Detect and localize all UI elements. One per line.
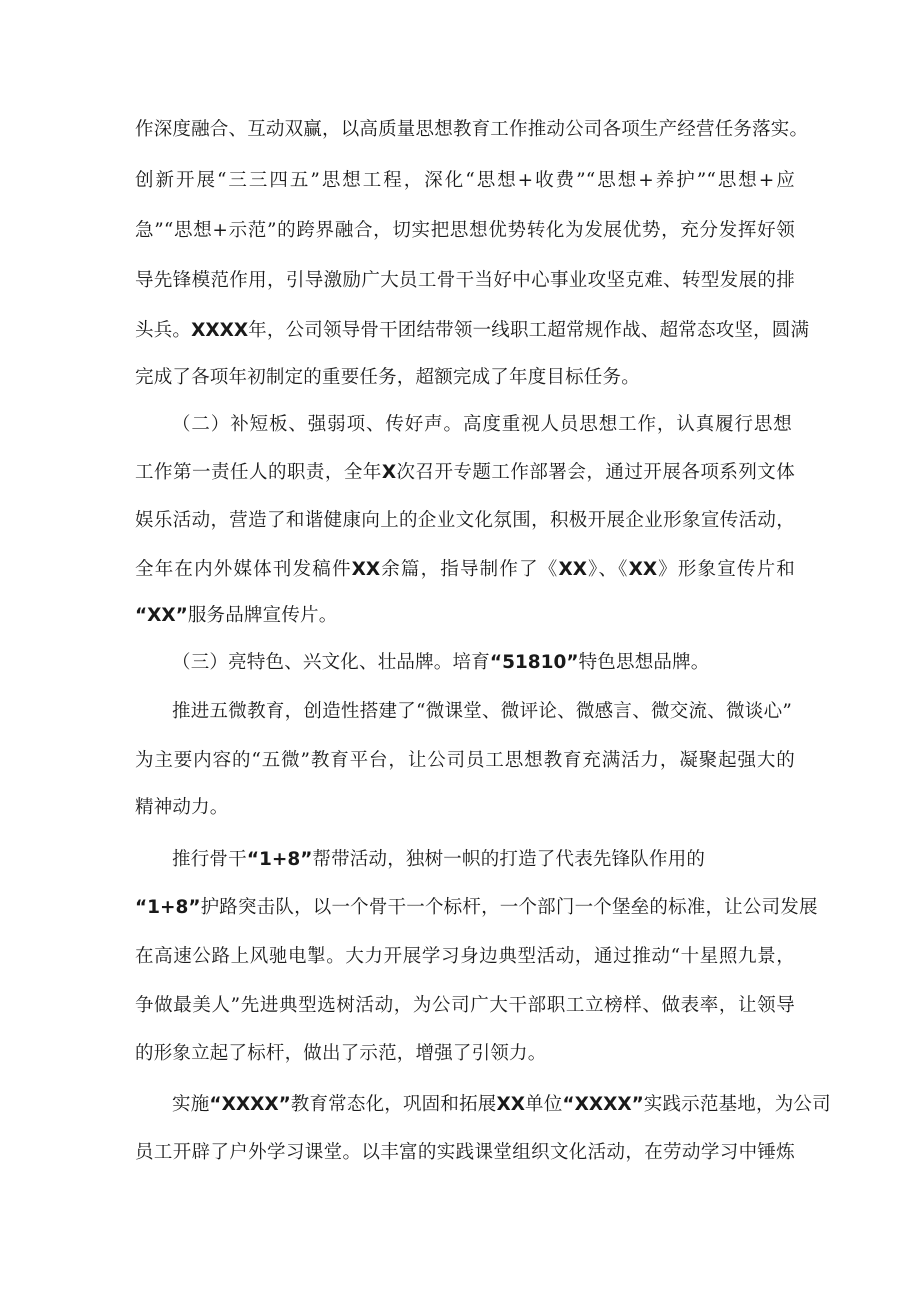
text-line [135, 1142, 795, 1164]
text-line [135, 1043, 795, 1065]
text-line [172, 849, 792, 871]
text-line [135, 510, 795, 532]
emphasis-text: “XXXX” [562, 1094, 644, 1115]
text-segment: 完成了各项年初制定的重要任务，超额完成了年度目标任务。 [135, 367, 640, 388]
text-line [135, 797, 795, 819]
text-line [135, 995, 795, 1017]
text-segment: 为主要内容的“五微”教育平台，让公司员工思想教育充满活力，凝聚起强大的 [135, 750, 795, 771]
text-line [135, 605, 795, 627]
emphasis-text: “51810” [489, 652, 579, 673]
text-segment: 员工开辟了户外学习课堂。以丰富的实践课堂组织文化活动，在劳动学习中锤炼 [135, 1142, 795, 1163]
text-segment: 创新开展“三三四五”思想工程，深化“思想+收费”“思想+养护”“思想+应 [135, 170, 795, 191]
emphasis-text: “1+8” [246, 849, 313, 870]
text-segment: 护路突击队，以一个骨干一个标杆，一个部门一个堡垒的标准，让公司发展 [200, 897, 818, 918]
text-line [135, 170, 795, 192]
text-segment: 年，公司领导骨干团结带领一线职工超常规作战、超常态攻坚，圆满 [248, 320, 810, 341]
text-segment: （三）亮特色、兴文化、壮品牌。培育 [172, 652, 490, 673]
text-line [172, 1094, 831, 1116]
text-segment: 推进五微教育，创造性搭建了“微课堂、微评论、微感言、微交流、微谈心” [172, 701, 792, 722]
text-segment: 实施 [172, 1094, 210, 1115]
text-line [135, 270, 795, 292]
text-line [135, 897, 818, 919]
text-line [135, 220, 795, 242]
section-heading-2 [172, 414, 792, 436]
text-segment: 单位 [525, 1094, 563, 1115]
emphasis-text: X [381, 462, 397, 483]
emphasis-text: “XX” [135, 605, 188, 626]
section-heading-3 [172, 652, 792, 674]
emphasis-text: “XXXX” [209, 1094, 291, 1115]
text-line [135, 750, 795, 772]
text-line [135, 559, 795, 581]
emphasis-text: XX [496, 1094, 526, 1115]
text-segment: 作深度融合、互动双赢，以高质量思想教育工作推动公司各项生产经营任务落实。 [135, 119, 809, 140]
emphasis-text: XX [558, 559, 587, 580]
text-segment: 工作第一责任人的职责，全年 [135, 462, 382, 483]
text-segment: 》形象宣传片和 [657, 559, 795, 580]
text-segment: 导先锋模范作用，引导激励广大员工骨干当好中心事业攻坚克难、转型发展的排 [135, 270, 795, 291]
text-segment: 实践示范基地，为公司 [643, 1094, 831, 1115]
text-segment: 服务品牌宣传片。 [187, 605, 338, 626]
text-line [135, 462, 795, 484]
text-segment: 精神动力。 [135, 797, 229, 818]
text-segment: 的形象立起了标杆，做出了示范，增强了引领力。 [135, 1043, 547, 1064]
text-segment: 争做最美人”先进典型选树活动，为公司广大干部职工立榜样、做表率，让领导 [135, 995, 795, 1016]
text-line [135, 946, 795, 968]
text-segment: 急”“思想+示范”的跨界融合，切实把思想优势转化为发展优势，充分发挥好领 [135, 220, 795, 241]
text-segment: 余篇，指导制作了《 [380, 559, 559, 580]
text-segment: 全年在内外媒体刊发稿件 [135, 559, 352, 580]
text-line [135, 119, 809, 141]
text-line [135, 367, 795, 389]
text-segment: 帮带活动，独树一帜的打造了代表先锋队作用的 [312, 849, 706, 870]
emphasis-text: XX [351, 559, 381, 580]
text-line [135, 320, 810, 342]
text-segment: 特色思想品牌。 [578, 652, 710, 673]
text-segment: 娱乐活动，营造了和谐健康向上的企业文化氛围，积极开展企业形象宣传活动， [135, 510, 795, 531]
emphasis-text: XX [628, 559, 658, 580]
emphasis-text: “1+8” [135, 897, 201, 918]
text-segment: 在高速公路上风驰电掣。大力开展学习身边典型活动，通过推动“十星照九景， [135, 946, 795, 967]
text-segment: 头兵。 [135, 320, 192, 341]
text-segment: 次召开专题工作部署会，通过开展各项系列文体 [396, 462, 796, 483]
text-segment: 教育常态化，巩固和拓展 [290, 1094, 497, 1115]
emphasis-text: XXXX [191, 320, 249, 341]
text-segment: 》、《 [587, 559, 629, 580]
text-line [172, 701, 792, 723]
text-segment: （二）补短板、强弱项、传好声。高度重视人员思想工作，认真履行思想 [172, 414, 792, 435]
text-segment: 推行骨干 [172, 849, 247, 870]
